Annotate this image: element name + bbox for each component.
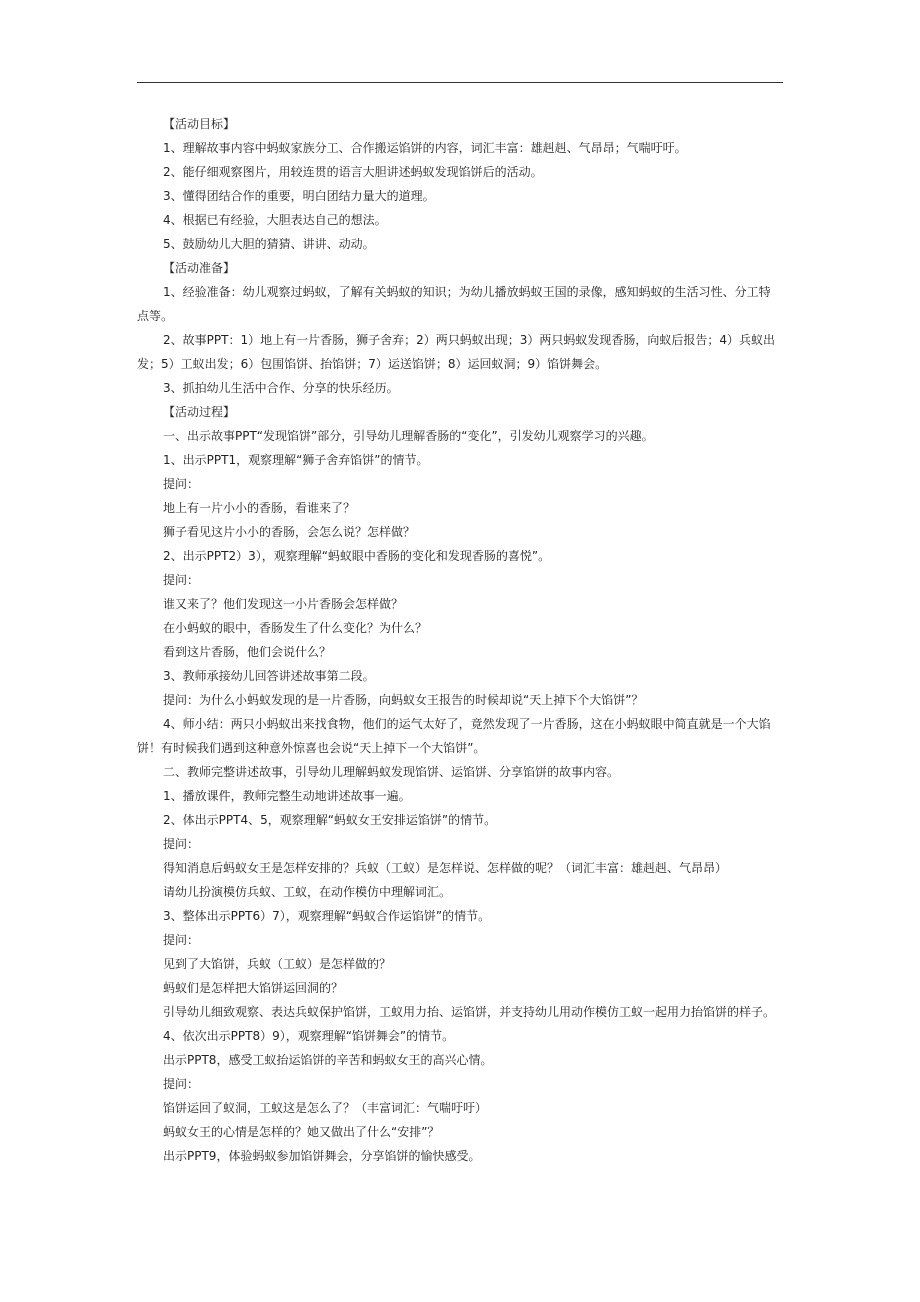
process-step: 2、出示PPT2）3），观察理解“蚂蚁眼中香肠的变化和发现香肠的喜悦”。 bbox=[163, 549, 551, 563]
question-text: 馅饼运回了蚁洞，工蚁这是怎么了？（丰富词汇：气喘吁吁） bbox=[163, 1101, 488, 1115]
question-text: 提问：为什么小蚂蚁发现的是一片香肠，向蚂蚁女王报告的时候却说“天上掉下个大馅饼”？ bbox=[163, 693, 644, 707]
activity-text: 请幼儿扮演模仿兵蚁、工蚁，在动作模仿中理解词汇。 bbox=[163, 885, 452, 899]
process-step: 4、依次出示PPT8）9），观察理解“馅饼舞会”的情节。 bbox=[163, 1029, 455, 1043]
goal-item-2: 2、能仔细观察图片，用较连贯的语言大胆讲述蚂蚁发现馅饼后的活动。 bbox=[163, 165, 543, 179]
question-label: 提问： bbox=[163, 933, 200, 947]
header-rule bbox=[137, 82, 783, 83]
question-label: 提问： bbox=[163, 573, 200, 587]
section-heading-preparation: 【活动准备】 bbox=[163, 261, 236, 275]
question-text: 看到这片香肠，他们会说什么？ bbox=[163, 645, 332, 659]
prep-item-3: 3、抓拍幼儿生活中合作、分享的快乐经历。 bbox=[163, 381, 399, 395]
process-part-2: 二、教师完整讲述故事，引导幼儿理解蚂蚁发现馅饼、运馅饼、分享馅饼的故事内容。 bbox=[163, 765, 620, 779]
question-text: 蚂蚁女王的心情是怎样的？她又做出了什么“安排”？ bbox=[163, 1125, 440, 1139]
process-step: 3、整体出示PPT6）7），观察理解“蚂蚁合作运馅饼”的情节。 bbox=[163, 909, 491, 923]
goal-item-4: 4、根据已有经验，大胆表达自己的想法。 bbox=[163, 213, 387, 227]
process-part-1: 一、出示故事PPT“发现馅饼”部分，引导幼儿理解香肠的“变化”，引发幼儿观察学习的兴趣。 bbox=[163, 429, 654, 443]
process-step: 3、教师承接幼儿回答讲述故事第二段。 bbox=[163, 669, 375, 683]
question-label: 提问： bbox=[163, 477, 200, 491]
question-label: 提问： bbox=[163, 1077, 200, 1091]
section-heading-goals: 【活动目标】 bbox=[163, 117, 236, 131]
goal-item-1: 1、理解故事内容中蚂蚁家族分工、合作搬运馅饼的内容，词汇丰富：雄赳赳、气昂昂；气喘吁吁。 bbox=[163, 141, 687, 155]
process-step: 1、出示PPT1，观察理解“狮子舍弃馅饼”的情节。 bbox=[163, 453, 429, 467]
prep-item-1: 1、经验准备：幼儿观察过蚂蚁，了解有关蚂蚁的知识；为幼儿播放蚂蚁王国的录像，感知蚂蚁的生活习性、分工特点等。 bbox=[137, 285, 771, 323]
teacher-summary: 4、师小结：两只小蚂蚁出来找食物，他们的运气太好了，竟然发现了一片香肠，这在小蚂蚁眼中简直就是一个大馅饼！有时候我们遇到这种意外惊喜也会说“天上掉下一个大馅饼”。 bbox=[137, 717, 771, 755]
question-text: 地上有一片小小的香肠，看谁来了？ bbox=[163, 501, 356, 515]
section-heading-process: 【活动过程】 bbox=[163, 405, 236, 419]
activity-text: 出示PPT9，体验蚂蚁参加馅饼舞会，分享馅饼的愉快感受。 bbox=[163, 1149, 481, 1163]
question-text: 得知消息后蚂蚁女王是怎样安排的？兵蚁（工蚁）是怎样说、怎样做的呢？（词汇丰富：雄赳赳、气昂昂） bbox=[163, 861, 728, 875]
question-text: 见到了大馅饼，兵蚁（工蚁）是怎样做的？ bbox=[163, 957, 392, 971]
goal-item-5: 5、鼓励幼儿大胆的猜猜、讲讲、动动。 bbox=[163, 237, 375, 251]
process-step: 1、播放课件，教师完整生动地讲述故事一遍。 bbox=[163, 789, 411, 803]
question-label: 提问： bbox=[163, 837, 200, 851]
question-text: 蚂蚁们是怎样把大馅饼运回洞的？ bbox=[163, 981, 344, 995]
activity-text: 引导幼儿细致观察、表达兵蚁保护馅饼，工蚁用力抬、运馅饼，并支持幼儿用动作模仿工蚁一起用力抬馅饼的样子。 bbox=[163, 1005, 776, 1019]
question-text: 谁又来了？他们发现这一小片香肠会怎样做？ bbox=[163, 597, 404, 611]
document-body bbox=[137, 112, 787, 1168]
process-step: 2、体出示PPT4、5，观察理解“蚂蚁女王安排运馅饼”的情节。 bbox=[163, 813, 497, 827]
question-text: 狮子看见这片小小的香肠，会怎么说？怎样做？ bbox=[163, 525, 416, 539]
goal-item-3: 3、懂得团结合作的重要，明白团结力量大的道理。 bbox=[163, 189, 435, 203]
activity-text: 出示PPT8，感受工蚁抬运馅饼的辛苦和蚂蚁女王的高兴心情。 bbox=[163, 1053, 493, 1067]
question-text: 在小蚂蚁的眼中，香肠发生了什么变化？为什么？ bbox=[163, 621, 428, 635]
prep-item-2: 2、故事PPT：1）地上有一片香肠，狮子舍弃；2）两只蚂蚁出现；3）两只蚂蚁发现香肠，向蚁后报告；4）兵蚁出发；5）工蚁出发；6）包围馅饼、抬馅饼；7）运送馅饼；8）运回蚁洞；9）馅饼舞会。 bbox=[137, 333, 775, 371]
